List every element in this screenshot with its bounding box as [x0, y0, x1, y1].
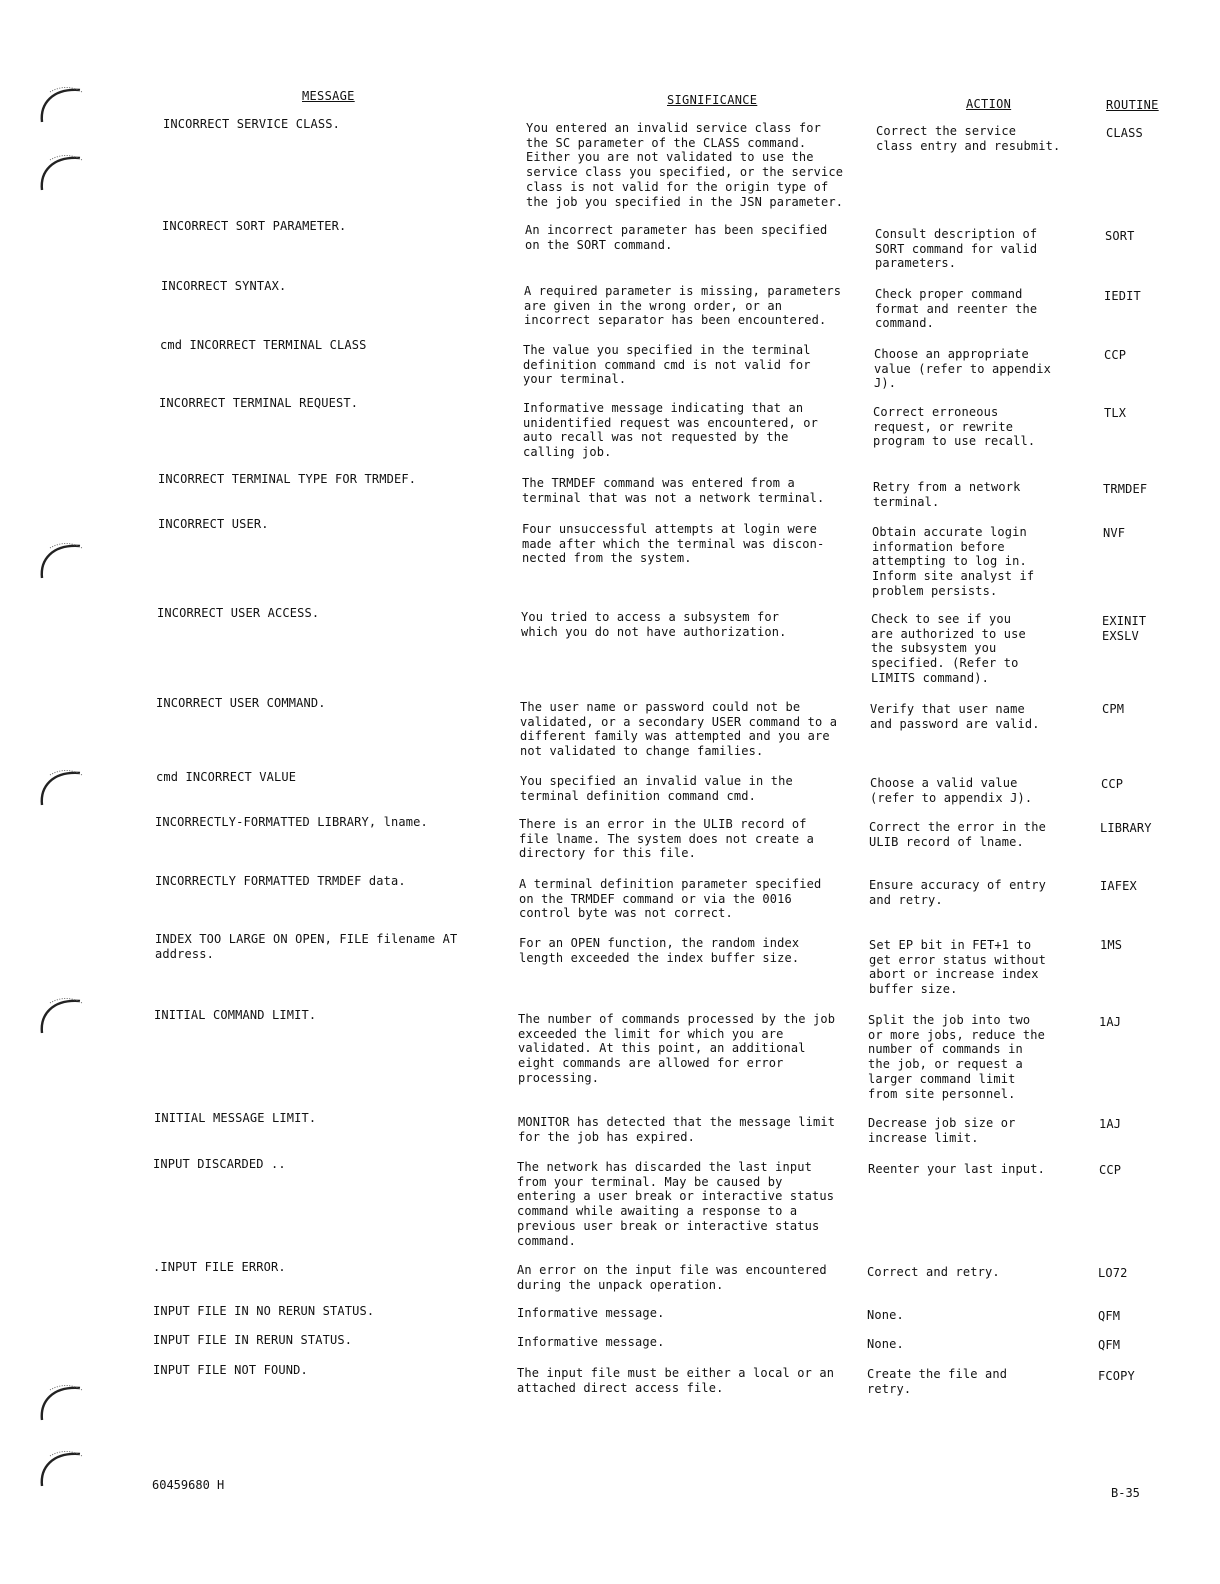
row-message: INCORRECT USER ACCESS.: [157, 606, 320, 620]
row-message: cmd INCORRECT TERMINAL CLASS: [160, 338, 367, 352]
row-significance: The user name or password could not be validated, or a secondary USER command to a different family was attempted and you are not validated to change families.: [520, 700, 838, 759]
row-significance: Informative message.: [517, 1306, 665, 1320]
row-message: INCORRECTLY FORMATTED TRMDEF data.: [155, 874, 406, 888]
row-action: Check to see if you are authorized to use the subsystem you specified. (Refer to LIMITS command).: [871, 612, 1026, 685]
column-header-routine: ROUTINE: [1106, 98, 1159, 112]
punch-hole-icon: [36, 538, 86, 582]
row-action: Choose an appropriate value (refer to appendix J).: [874, 347, 1051, 391]
row-routine: QFM: [1098, 1309, 1121, 1323]
row-message: INCORRECT USER.: [158, 517, 269, 531]
row-action: Retry from a network terminal.: [873, 480, 1021, 509]
punch-hole-icon: [36, 82, 86, 126]
row-action: Obtain accurate login information before attempting to log in. Inform site analyst if problem persists.: [872, 525, 1035, 598]
punch-hole-icon: [36, 150, 86, 194]
row-significance: The value you specified in the terminal definition command cmd is not valid for your terminal.: [523, 343, 811, 387]
row-significance: There is an error in the ULIB record of file lname. The system does not create a directory for this file.: [519, 817, 814, 861]
row-action: Correct and retry.: [867, 1265, 1000, 1279]
row-message: INCORRECTLY-FORMATTED LIBRARY, lname.: [155, 815, 428, 829]
row-action: Split the job into two or more jobs, reduce the number of commands in the job, or request a larger command limit from site personnel.: [868, 1013, 1045, 1101]
punch-hole-icon: [36, 993, 86, 1037]
column-header-action: ACTION: [966, 97, 1012, 111]
document-number: 60459680 H: [152, 1478, 225, 1492]
row-routine: CCP: [1104, 348, 1127, 362]
punch-hole-icon: [36, 1446, 86, 1490]
row-routine: TLX: [1104, 406, 1127, 420]
row-significance: You entered an invalid service class for the SC parameter of the CLASS command. Either you are not validated to use the service class you specified, or the service class is not valid for the origin type of the job you specified in the JSN parameter.: [526, 121, 844, 209]
row-message: cmd INCORRECT VALUE: [156, 770, 297, 784]
punch-hole-icon: [36, 765, 86, 809]
row-action: Correct the error in the ULIB record of lname.: [869, 820, 1046, 849]
row-message: INCORRECT TERMINAL TYPE FOR TRMDEF.: [158, 472, 417, 486]
row-significance: Informative message.: [517, 1335, 665, 1349]
page-number: B-35: [1111, 1486, 1140, 1500]
row-routine: 1AJ: [1099, 1015, 1122, 1029]
row-routine: IAFEX: [1100, 879, 1137, 893]
row-message: INCORRECT USER COMMAND.: [156, 696, 326, 710]
row-message: INPUT FILE IN RERUN STATUS.: [153, 1333, 353, 1347]
row-action: Ensure accuracy of entry and retry.: [869, 878, 1046, 907]
row-significance: MONITOR has detected that the message limit for the job has expired.: [518, 1115, 836, 1144]
row-message: .INPUT FILE ERROR.: [153, 1260, 286, 1274]
row-significance: An error on the input file was encountered during the unpack operation.: [517, 1263, 827, 1292]
row-routine: 1MS: [1100, 938, 1123, 952]
row-significance: The number of commands processed by the job exceeded the limit for which you are validated. At this point, an additional eight commands are allowed for error processing.: [518, 1012, 836, 1085]
row-action: None.: [867, 1337, 904, 1351]
column-header-significance: SIGNIFICANCE: [667, 93, 758, 107]
row-action: Decrease job size or increase limit.: [868, 1116, 1016, 1145]
row-routine: LIBRARY: [1100, 821, 1152, 835]
row-routine: LO72: [1098, 1266, 1128, 1280]
row-action: Set EP bit in FET+1 to get error status without abort or increase index buffer size.: [869, 938, 1046, 997]
row-message: INCORRECT TERMINAL REQUEST.: [159, 396, 359, 410]
row-routine: EXINIT EXSLV: [1102, 614, 1147, 643]
row-action: Verify that user name and password are valid.: [870, 702, 1040, 731]
row-significance: You tried to access a subsystem for which you do not have authorization.: [521, 610, 787, 639]
row-significance: A required parameter is missing, parameters are given in the wrong order, or an incorrect separator has been encountered.: [524, 284, 842, 328]
row-action: Reenter your last input.: [868, 1162, 1045, 1176]
row-significance: For an OPEN function, the random index length exceeded the index buffer size.: [519, 936, 800, 965]
row-significance: The network has discarded the last input from your terminal. May be caused by entering a user break or interactive status command while awaiting a response to a previous user break or interactive status command.: [517, 1160, 835, 1248]
row-significance: The TRMDEF command was entered from a terminal that was not a network terminal.: [522, 476, 825, 505]
row-routine: CLASS: [1106, 126, 1143, 140]
row-action: Consult description of SORT command for valid parameters.: [875, 227, 1038, 271]
row-significance: The input file must be either a local or an attached direct access file.: [517, 1366, 835, 1395]
row-routine: CPM: [1102, 702, 1125, 716]
row-message: INITIAL COMMAND LIMIT.: [154, 1008, 317, 1022]
row-message: INCORRECT SYNTAX.: [161, 279, 287, 293]
row-routine: 1AJ: [1099, 1117, 1122, 1131]
row-significance: You specified an invalid value in the terminal definition command cmd.: [520, 774, 793, 803]
row-action: Choose a valid value (refer to appendix J).: [870, 776, 1033, 805]
row-routine: CCP: [1101, 777, 1124, 791]
row-routine: TRMDEF: [1103, 482, 1148, 496]
row-significance: A terminal definition parameter specified on the TRMDEF command or via the 0016 control byte was not correct.: [519, 877, 822, 921]
row-routine: CCP: [1099, 1163, 1122, 1177]
row-message: INCORRECT SORT PARAMETER.: [162, 219, 347, 233]
row-message: INDEX TOO LARGE ON OPEN, FILE filename AT address.: [155, 932, 458, 961]
row-routine: FCOPY: [1098, 1369, 1135, 1383]
row-action: Correct the service class entry and resubmit.: [876, 124, 1061, 153]
row-action: None.: [867, 1308, 904, 1322]
row-routine: QFM: [1098, 1338, 1121, 1352]
row-routine: SORT: [1105, 229, 1135, 243]
row-significance: An incorrect parameter has been specified on the SORT command.: [525, 223, 828, 252]
row-routine: IEDIT: [1104, 289, 1141, 303]
row-action: Check proper command format and reenter the command.: [875, 287, 1038, 331]
row-message: INCORRECT SERVICE CLASS.: [163, 117, 340, 131]
row-message: INPUT DISCARDED ..: [153, 1157, 286, 1171]
row-action: Correct erroneous request, or rewrite program to use recall.: [873, 405, 1036, 449]
row-significance: Informative message indicating that an unidentified request was encountered, or auto recall was not requested by the calling job.: [523, 401, 818, 460]
row-routine: NVF: [1103, 526, 1126, 540]
row-action: Create the file and retry.: [867, 1367, 1008, 1396]
row-message: INITIAL MESSAGE LIMIT.: [154, 1111, 317, 1125]
column-header-message: MESSAGE: [302, 89, 355, 103]
row-message: INPUT FILE IN NO RERUN STATUS.: [153, 1304, 375, 1318]
row-significance: Four unsuccessful attempts at login were made after which the terminal was discon- nected from the system.: [522, 522, 825, 566]
punch-hole-icon: [36, 1380, 86, 1424]
row-message: INPUT FILE NOT FOUND.: [153, 1363, 308, 1377]
